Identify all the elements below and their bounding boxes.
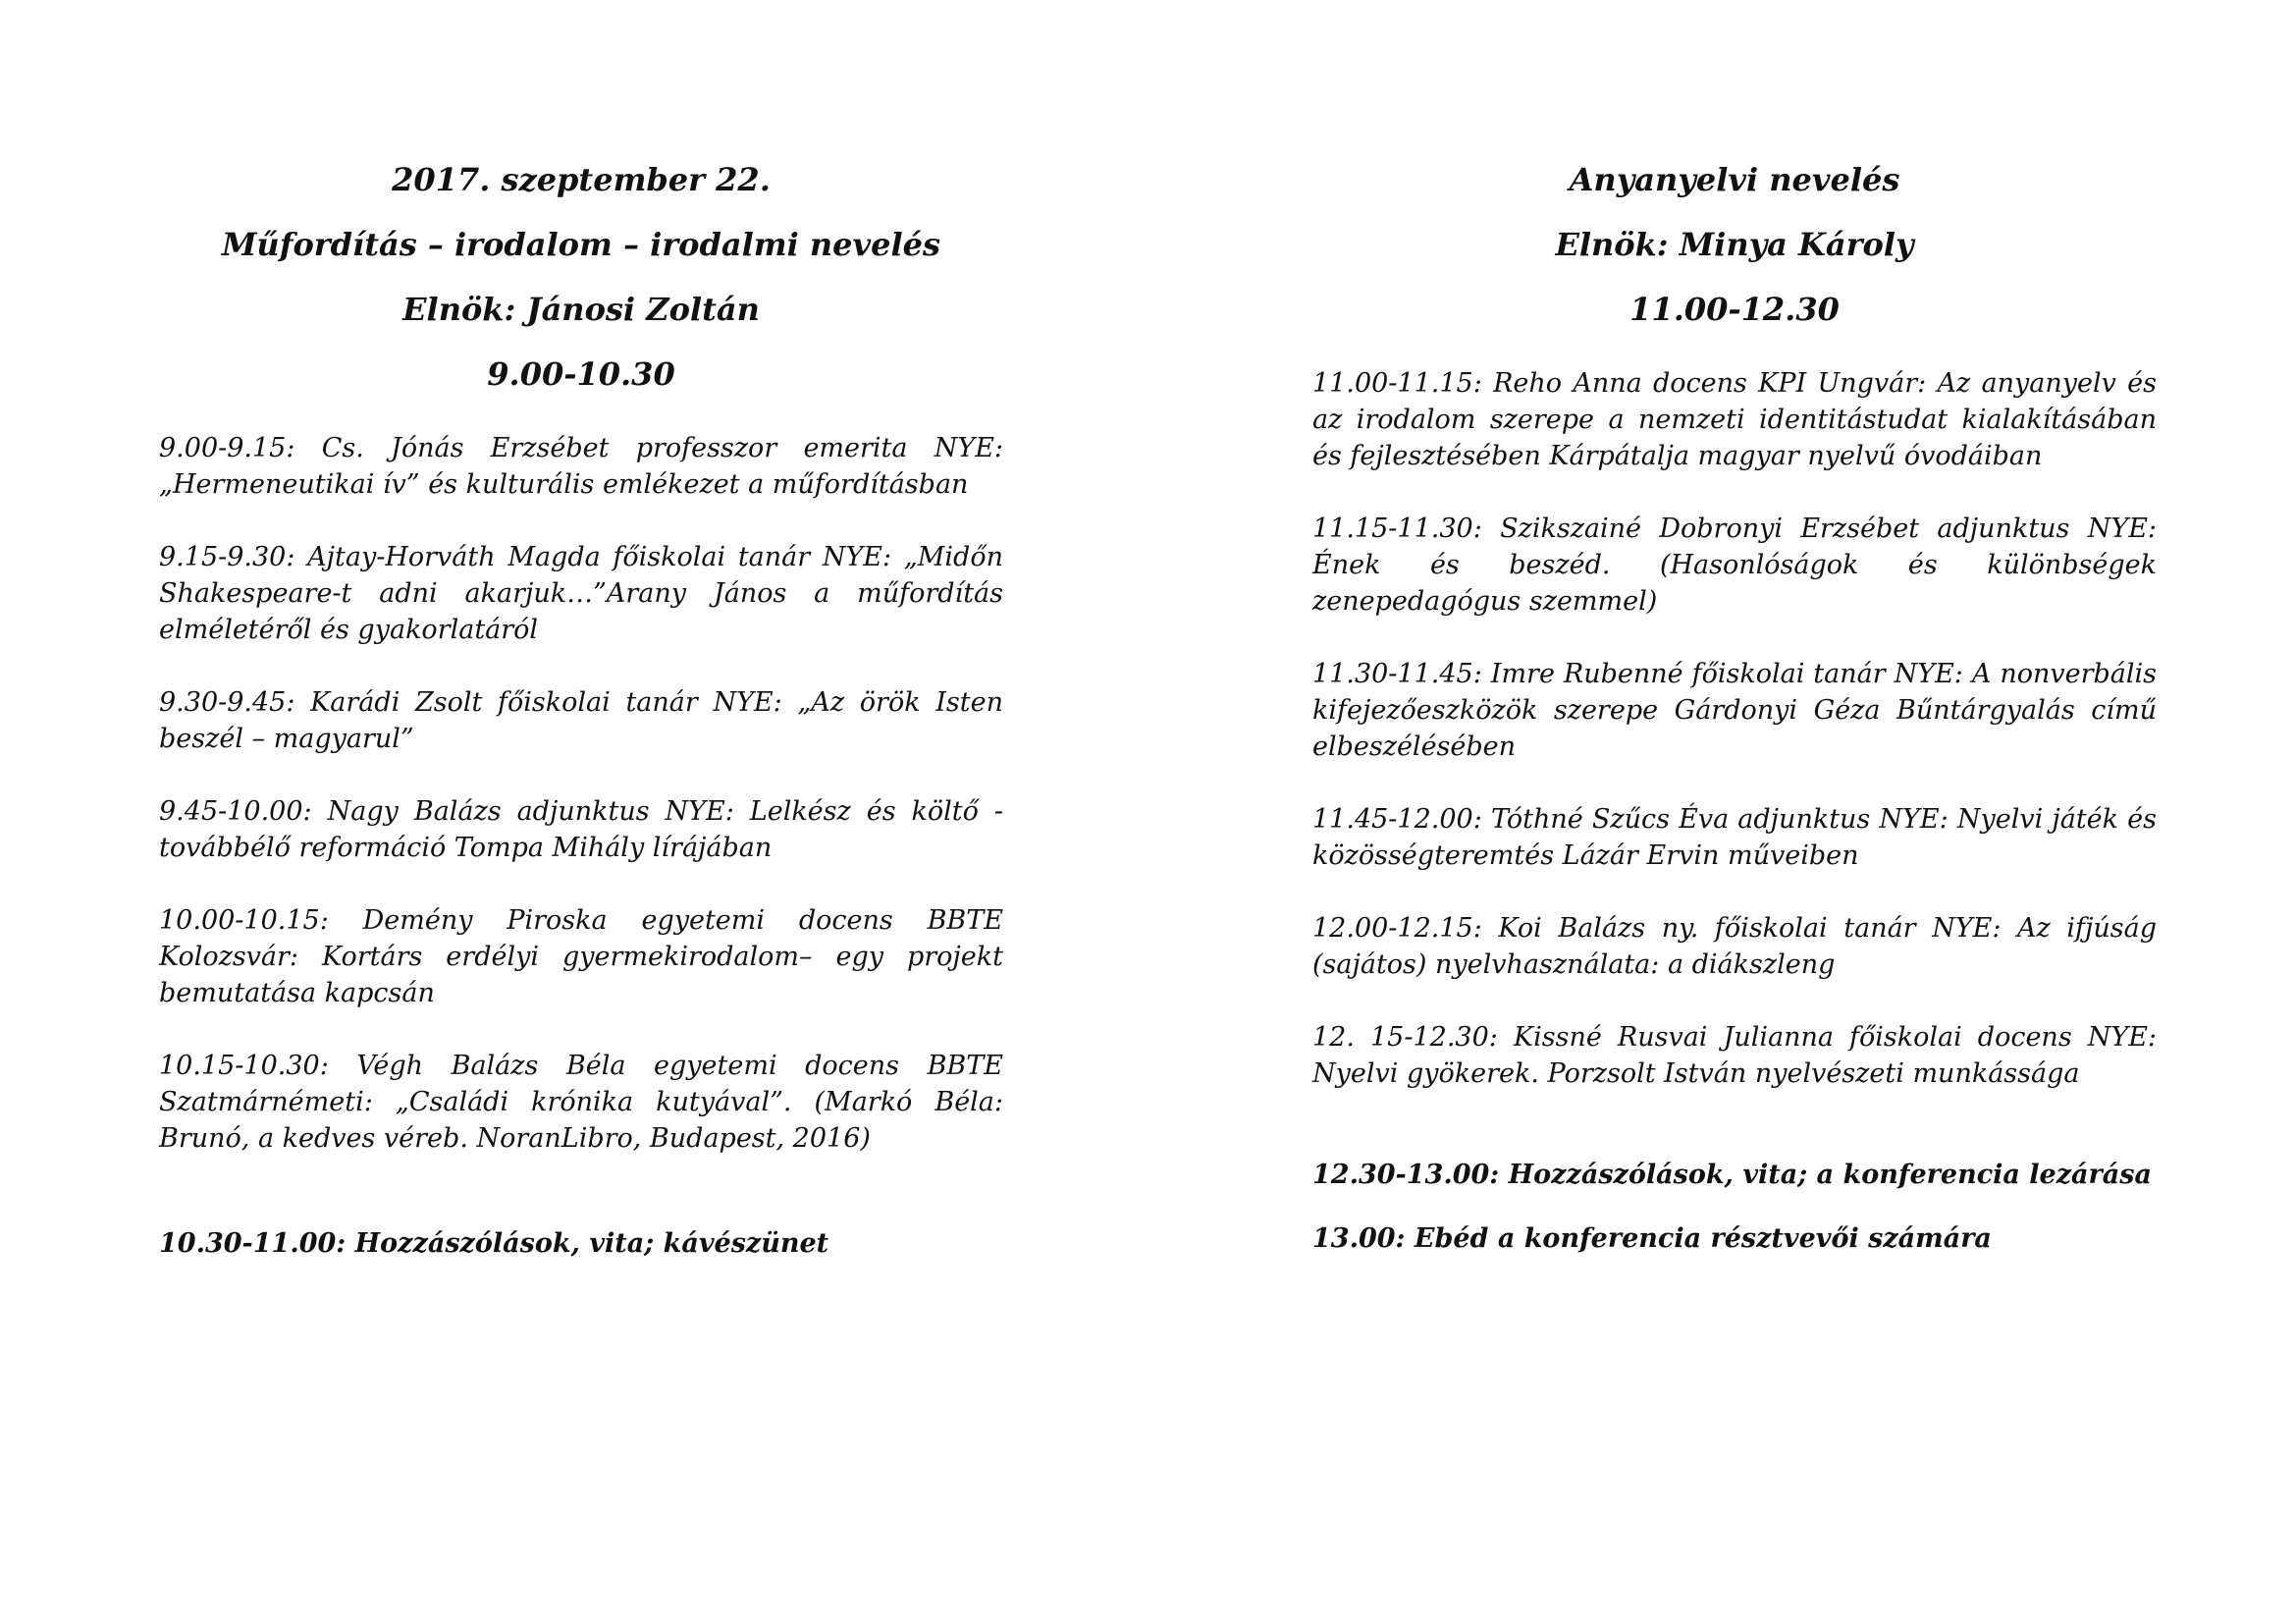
right-column bbox=[1312, 147, 2157, 1284]
left-column bbox=[159, 147, 1003, 1289]
talk-entry: 11.45-12.00: Tóthné Szűcs Éva adjunktus NYE: Nyelvi játék és közösségteremtés Lázár Ervin műveiben bbox=[1312, 804, 2157, 871]
session-chair: Elnök: Jánosi Zoltán bbox=[402, 291, 760, 328]
session-title: Anyanyelvi nevelés bbox=[1569, 161, 1900, 198]
talk-entry: 11.30-11.45: Imre Rubenné főiskolai tanár NYE: A nonverbális kifejezőeszközök szerepe Gárdonyi Géza Bűntárgyalás című elbeszélésében bbox=[1312, 659, 2157, 762]
lunch-summary: 13.00: Ebéd a konferencia résztvevői számára bbox=[1312, 1223, 1992, 1254]
talk-entry: 12. 15-12.30: Kissné Rusvai Julianna főiskolai docens NYE: Nyelvi gyökerek. Porzsolt István nyelvészeti munkássága bbox=[1312, 1022, 2157, 1089]
talk-entry: 12.00-12.15: Koi Balázs ny. főiskolai tanár NYE: Az ifjúság (sajátos) nyelvhasználata: a diákszleng bbox=[1312, 913, 2157, 980]
break-summary: 10.30-11.00: Hozzászólások, vita; kávészünet bbox=[159, 1228, 829, 1259]
talk-entry: 10.00-10.15: Demény Piroska egyetemi docens BBTE Kolozsvár: Kortárs erdélyi gyermekirodalom– egy projekt bemutatása kapcsán bbox=[159, 905, 1003, 1008]
talk-entry: 9.30-9.45: Karádi Zsolt főiskolai tanár NYE: „Az örök Isten beszél – magyarul” bbox=[159, 687, 1003, 754]
talk-entry: 9.15-9.30: Ajtay-Horváth Magda főiskolai tanár NYE: „Midőn Shakespeare-t adni akarjuk…”Arany János a műfordítás elméletéről és gyakorlatáról bbox=[159, 542, 1003, 645]
talk-entry: 11.00-11.15: Reho Anna docens KPI Ungvár: Az anyanyelv és az irodalom szerepe a nemzeti identitástudat kialakításában és fejlesztésében Kárpátalja magyar nyelvű óvodáiban bbox=[1312, 368, 2157, 471]
closing-summary: 12.30-13.00: Hozzászólások, vita; a konferencia lezárása bbox=[1312, 1160, 2152, 1190]
talk-entry: 9.00-9.15: Cs. Jónás Erzsébet professzor emerita NYE: „Hermeneutikai ív” és kulturális emlékezet a műfordításban bbox=[159, 433, 1003, 500]
session-time: 11.00-12.30 bbox=[1629, 291, 1840, 328]
session-title: Műfordítás – irodalom – irodalmi nevelés bbox=[222, 226, 940, 263]
date-heading: 2017. szeptember 22. bbox=[392, 161, 771, 198]
session-time: 9.00-10.30 bbox=[487, 355, 675, 393]
talk-entry: 11.15-11.30: Szikszainé Dobronyi Erzsébet adjunktus NYE: Ének és beszéd. (Hasonlóságok és különbségek zenepedagógus szemmel) bbox=[1312, 514, 2157, 617]
talk-entry: 9.45-10.00: Nagy Balázs adjunktus NYE: Lelkész és költő - továbbélő reformáció Tompa Mihály lírájában bbox=[159, 796, 1003, 863]
session-chair: Elnök: Minya Károly bbox=[1555, 226, 1914, 263]
talk-entry: 10.15-10.30: Végh Balázs Béla egyetemi docens BBTE Szatmárnémeti: „Családi krónika kutyával”. (Markó Béla: Brunó, a kedves véreb. NoranLibro, Budapest, 2016) bbox=[159, 1051, 1003, 1154]
